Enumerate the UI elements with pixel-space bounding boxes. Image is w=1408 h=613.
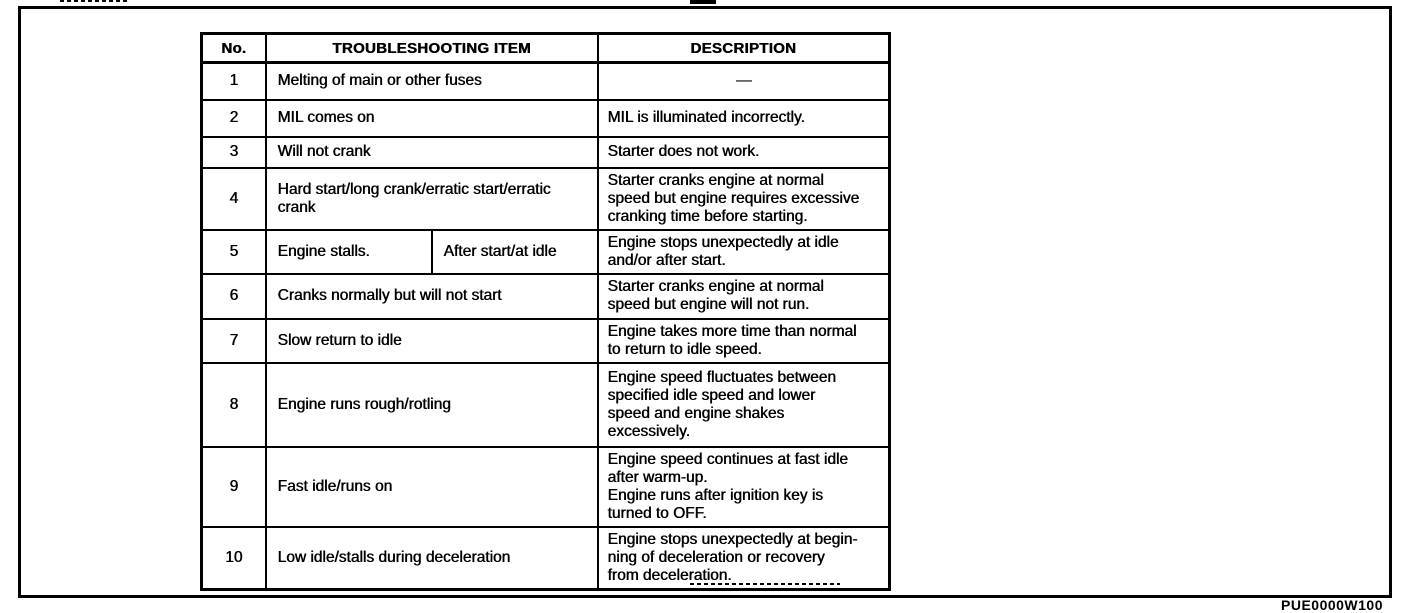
table-row bbox=[202, 447, 890, 527]
description-cell: Starter cranks engine at normal speed but engine will not run. bbox=[598, 274, 890, 319]
item-cell: Fast idle/runs on bbox=[266, 447, 598, 527]
table-row bbox=[202, 363, 890, 447]
item-cell: Cranks normally but will not start bbox=[266, 274, 598, 319]
table-row bbox=[202, 274, 890, 319]
item-cell: Engine stalls. bbox=[266, 230, 432, 274]
item-cell: Slow return to idle bbox=[266, 319, 598, 363]
description-cell: Engine stops unexpectedly at idle and/or after start. bbox=[598, 230, 890, 274]
row-number: 8 bbox=[202, 363, 266, 447]
row-number: 9 bbox=[202, 447, 266, 527]
description-cell: Starter cranks engine at normal speed but engine requires excessive cranking time before starting. bbox=[598, 168, 890, 230]
table-row bbox=[202, 63, 890, 100]
header-description: DESCRIPTION bbox=[598, 34, 890, 63]
item-subcondition-cell: After start/at idle bbox=[432, 230, 598, 274]
item-cell: Melting of main or other fuses bbox=[266, 63, 598, 100]
description-cell: Starter does not work. bbox=[598, 137, 890, 168]
table-row bbox=[202, 137, 890, 168]
description-cell: Engine stops unexpectedly at begin- ning of deceleration or recovery from deceleration. bbox=[598, 527, 890, 590]
scan-artifact bbox=[60, 0, 130, 2]
row-number: 1 bbox=[202, 63, 266, 100]
description-cell: Engine speed fluctuates between specified idle speed and lower speed and engine shakes excessively. bbox=[598, 363, 890, 447]
header-no: No. bbox=[202, 34, 266, 63]
table-row bbox=[202, 230, 890, 274]
row-number: 7 bbox=[202, 319, 266, 363]
table-body bbox=[202, 63, 890, 590]
item-cell: Hard start/long crank/erratic start/erratic crank bbox=[266, 168, 598, 230]
row-number: 4 bbox=[202, 168, 266, 230]
item-cell: Will not crank bbox=[266, 137, 598, 168]
figure-code: PUE0000W100 bbox=[1281, 597, 1384, 613]
header-troubleshooting-item: TROUBLESHOOTING ITEM bbox=[266, 34, 598, 63]
row-number: 5 bbox=[202, 230, 266, 274]
item-cell: Low idle/stalls during deceleration bbox=[266, 527, 598, 590]
header-row bbox=[202, 34, 890, 63]
table-row bbox=[202, 527, 890, 590]
table-row bbox=[202, 319, 890, 363]
row-number: 3 bbox=[202, 137, 266, 168]
table-header bbox=[202, 34, 890, 63]
row-number: 10 bbox=[202, 527, 266, 590]
description-cell: Engine takes more time than normal to return to idle speed. bbox=[598, 319, 890, 363]
row-number: 6 bbox=[202, 274, 266, 319]
description-cell: MIL is illuminated incorrectly. bbox=[598, 100, 890, 137]
table-row bbox=[202, 100, 890, 137]
item-cell: MIL comes on bbox=[266, 100, 598, 137]
item-cell: Engine runs rough/rotling bbox=[266, 363, 598, 447]
description-cell: — bbox=[598, 63, 890, 100]
scan-artifact bbox=[690, 0, 716, 4]
row-number: 2 bbox=[202, 100, 266, 137]
description-cell: Engine speed continues at fast idle after warm-up. Engine runs after ignition key is turned to OFF. bbox=[598, 447, 890, 527]
troubleshooting-table bbox=[200, 32, 891, 591]
table-row bbox=[202, 168, 890, 230]
